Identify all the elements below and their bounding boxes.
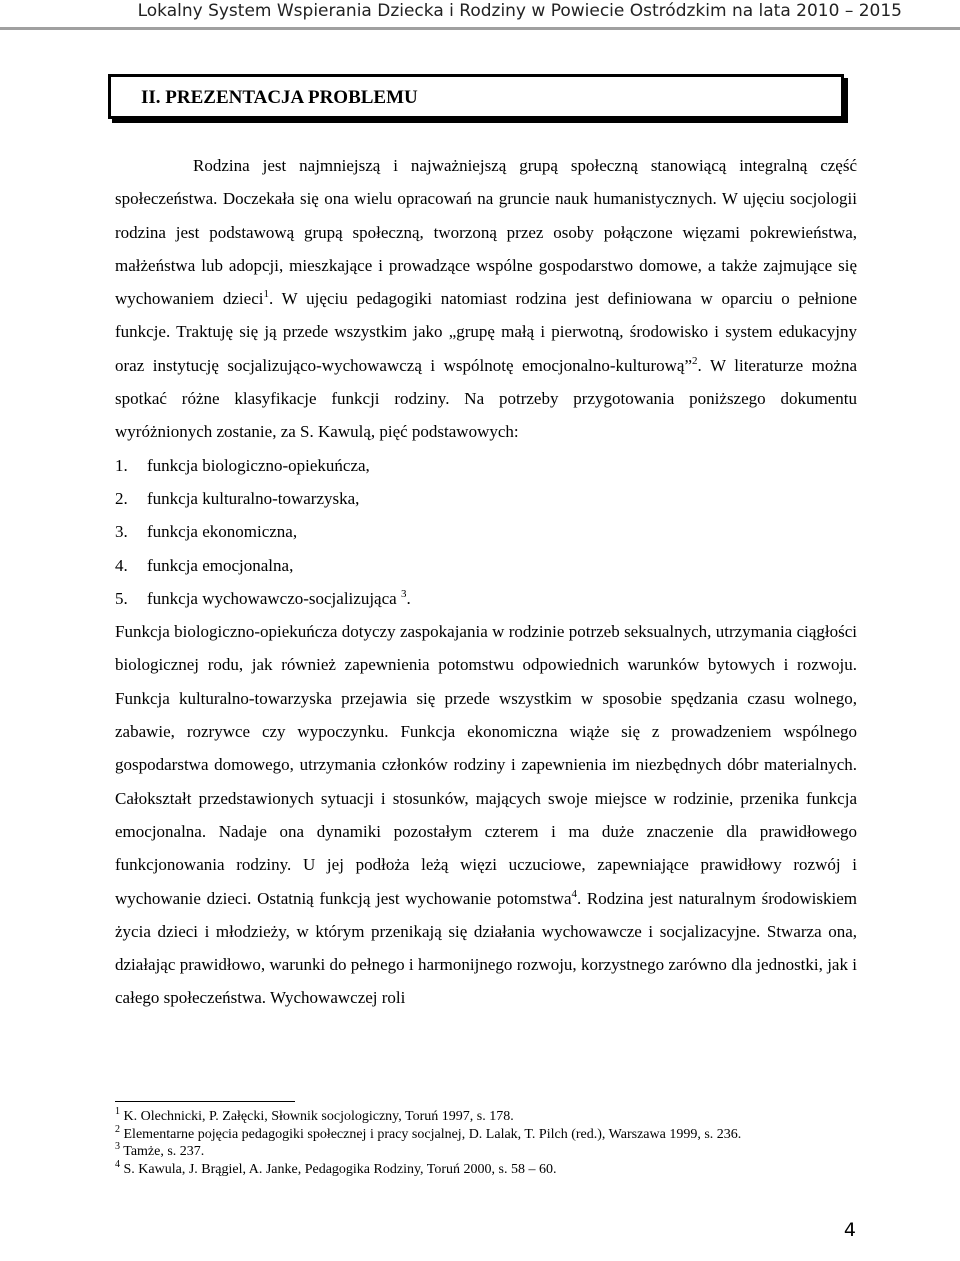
- list-item-text: funkcja ekonomiczna,: [147, 522, 298, 542]
- footnote: [115, 1158, 857, 1179]
- footnote-text: K. Olechnicki, P. Załęcki, Słownik socjologiczny, Toruń 1997, s. 178.: [120, 1109, 514, 1124]
- document-body: [115, 149, 857, 1015]
- list-item: [115, 515, 857, 548]
- paragraph-intro-text-c: . W literaturze można spotkać różne klasyfikacje funkcji rodziny. Na potrzeby przygotowania poniższego dokumentu wyróżnionych zostanie, za S. Kawulą, pięć podstawowych:: [115, 355, 857, 442]
- header-rule: [0, 27, 960, 30]
- running-header: [0, 0, 960, 40]
- list-item-text: funkcja emocjonalna,: [147, 555, 294, 575]
- footnote-number: 2: [115, 1123, 120, 1135]
- footnote-text: Elementarne pojęcia pedagogiki społecznej i pracy socjalnej, D. Lalak, T. Pilch (red.), Warszawa 1999, s. 236.: [120, 1126, 742, 1142]
- footnote: [115, 1123, 857, 1144]
- paragraph-intro: [115, 149, 857, 449]
- list-item: [115, 549, 857, 582]
- list-item-number: 2.: [115, 488, 128, 508]
- list-item-text: funkcja kulturalno-towarzyska,: [147, 488, 360, 508]
- list-item: [115, 482, 857, 515]
- section-title: II. PREZENTACJA PROBLEMU: [141, 87, 418, 108]
- list-item-number: 1.: [115, 455, 128, 475]
- footnote-ref-1[interactable]: 1: [263, 288, 269, 301]
- list-item-number: 4.: [115, 555, 128, 575]
- list-end-punctuation: .: [406, 588, 411, 608]
- footnote-number: 4: [115, 1158, 120, 1170]
- list-item-text: funkcja biologiczno-opiekuńcza,: [147, 455, 370, 475]
- footnotes: [115, 1108, 857, 1178]
- section-heading-box: [108, 74, 844, 119]
- paragraph-intro-text: Rodzina jest najmniejszą i najważniejszą grupą społeczną stanowiącą integralną część społeczeństwa. Doczekała się ona wielu opracowań na gruncie nauk humanistycznych. W ujęciu socjologii rodzina jest podstawową grupą społeczną, tworzoną przez osoby połączone więzami pokrewieństwa, małżeństwa lub adopcji, mieszkające i prowadzące wspólne gospodarstwo domowe, a także zajmujące się wychowaniem dzieci: [115, 156, 857, 309]
- footnote-number: 1: [115, 1106, 120, 1117]
- list-item-number: 3.: [115, 522, 128, 542]
- footnote: [115, 1143, 857, 1161]
- list-item-text: funkcja wychowawczo-socjalizująca: [147, 588, 401, 608]
- paragraph-functions: [115, 615, 857, 1015]
- footnote-ref-4[interactable]: 4: [571, 887, 577, 900]
- list-item: [115, 449, 857, 482]
- page-number: 4: [843, 1219, 856, 1241]
- footnote-text: Tamże, s. 237.: [120, 1144, 205, 1159]
- footnote-separator: [115, 1101, 295, 1102]
- family-functions-list: [115, 449, 857, 615]
- paragraph-functions-text: Funkcja biologiczno-opiekuńcza dotyczy zaspokajania w rodzinie potrzeb seksualnych, utrzymania ciągłości biologicznej rodu, jak również zapewnienia potomstwu odpowiednich warunków bytowych i rozwoju. Funkcja kulturalno-towarzyska przejawia się przede wszystkim w sposobie spędzania czasu wolnego, zabawie, rozrywce czy wypoczynku. Funkcja ekonomiczna wiąże się z prowadzeniem wspólnego gospodarstwa domowego, utrzymania członków rodziny i zapewnienia im niezbędnych dóbr materialnych. Całokształt przedstawionych sytuacji i stosunków, mających swoje miejsce w rodzinie, przenika funkcja emocjonalna. Nadaje ona dynamiki pozostałym czterem i ma duże znaczenie dla prawidłowego funkcjonowania rodziny. U jej podłoża leżą więzi uczuciowe, zapewniające prawidłowy rozwój i wychowanie dzieci. Ostatnią funkcją jest wychowanie potomstwa: [115, 622, 857, 908]
- list-item-number: 5.: [115, 588, 128, 608]
- footnote-text: S. Kawula, J. Brągiel, A. Janke, Pedagogika Rodziny, Toruń 2000, s. 58 – 60.: [120, 1161, 557, 1177]
- footnote-ref-3[interactable]: 3: [400, 587, 407, 600]
- paragraph-intro-text-b: . W ujęciu pedagogiki natomiast rodzina jest definiowana w oparciu o pełnione funkcje. Traktuję się ją przede wszystkim jako „grupę małą i pierwotną, środowisko i system edukacyjny oraz instytucję socjalizująco-wychowawczą i wspólnotę emocjonalno-kulturową”: [115, 289, 858, 375]
- paragraph-functions-text-b: . Rodzina jest naturalnym środowiskiem życia dzieci i młodzieży, w którym przenikają się działania wychowawcze i socjalizacyjne. Stwarza ona, działając prawidłowo, warunki do pełnego i harmonijnego rozwoju, korzystnego zarówno dla jednostki, jak i całego społeczeństwa. Wychowawczej roli: [115, 888, 857, 1008]
- list-item: [115, 582, 857, 615]
- footnote-number: 3: [115, 1141, 120, 1152]
- footnote: [115, 1108, 857, 1126]
- running-header-title: Lokalny System Wspierania Dziecka i Rodziny w Powiecie Ostródzkim na lata 2010 – 2015: [137, 1, 902, 21]
- footnote-ref-2[interactable]: 2: [692, 354, 698, 367]
